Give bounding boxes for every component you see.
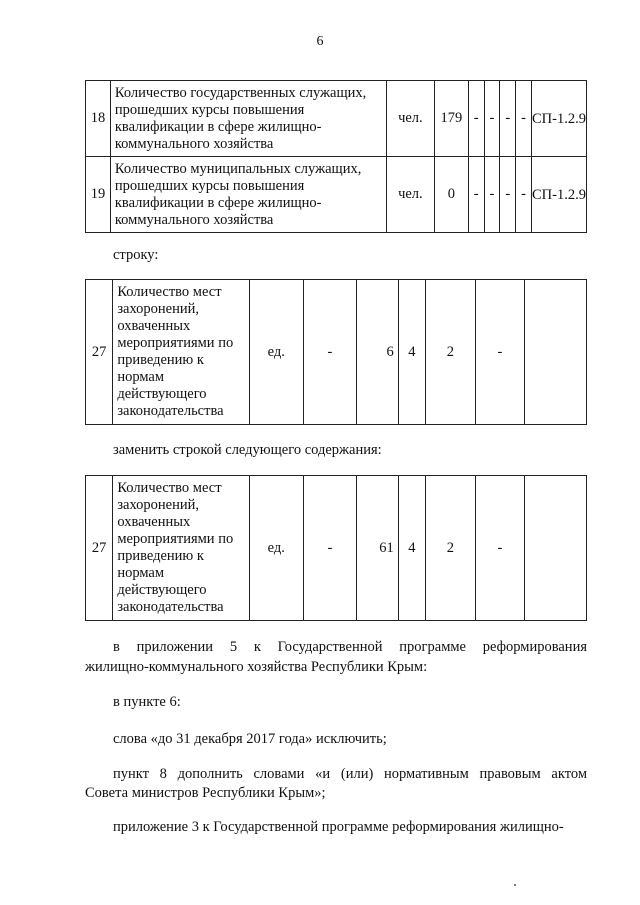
reference-cell: СП-1.2.9 [531, 81, 586, 157]
value-cell: 4 [398, 476, 425, 621]
dash-cell: - [484, 81, 500, 157]
reference-cell: СП-1.2.9 [531, 157, 586, 233]
dash-cell: - [500, 81, 516, 157]
value-cell: 2 [426, 280, 476, 425]
paragraph-line: Совета министров Республики Крым»; [85, 785, 326, 801]
new-row-table [85, 475, 587, 621]
table-row [86, 476, 587, 621]
dash-cell: - [468, 157, 484, 233]
unit-cell: чел. [386, 157, 434, 233]
table-row [86, 280, 587, 425]
paragraph-line: пункт 8 дополнить словами «и (или) нормативным правовым актом [113, 766, 587, 782]
dash-cell: - [516, 157, 532, 233]
value-cell: - [303, 476, 357, 621]
unit-cell: ед. [249, 476, 303, 621]
paragraph: в пункте 6: [113, 694, 181, 710]
unit-cell: ед. [249, 280, 303, 425]
page-number: 6 [316, 34, 324, 49]
scan-speck [514, 884, 516, 886]
value-cell: 6 [357, 280, 398, 425]
indicator-name: Количество мест захоронений, охваченных мероприятиями по приведению к нормам действующего законодательства [113, 280, 250, 425]
value-cell: 0 [435, 157, 469, 233]
dash-cell: - [516, 81, 532, 157]
value-cell: - [475, 476, 525, 621]
value-cell: 2 [426, 476, 476, 621]
value-cell [525, 280, 587, 425]
dash-cell: - [500, 157, 516, 233]
indicator-name: Количество мест захоронений, охваченных мероприятиями по приведению к нормам действующего законодательства [113, 476, 250, 621]
row-number: 18 [86, 81, 111, 157]
label-replace: заменить строкой следующего содержания: [113, 442, 382, 458]
table-row [86, 157, 587, 233]
paragraph: приложение 3 к Государственной программе реформирования жилищно- [113, 819, 564, 835]
old-row-table [85, 279, 587, 425]
label-row: строку: [113, 247, 159, 263]
value-cell [525, 476, 587, 621]
indicator-name: Количество муниципальных служащих, прошедших курсы повышения квалификации в сфере жилищно-коммунального хозяйства [110, 157, 386, 233]
dash-cell: - [468, 81, 484, 157]
indicator-name: Количество государственных служащих, прошедших курсы повышения квалификации в сфере жилищно-коммунального хозяйства [110, 81, 386, 157]
dash-cell: - [484, 157, 500, 233]
row-number: 27 [86, 476, 113, 621]
value-cell: - [475, 280, 525, 425]
value-cell: - [303, 280, 357, 425]
value-cell: 179 [435, 81, 469, 157]
table-row [86, 81, 587, 157]
paragraph: слова «до 31 декабря 2017 года» исключить; [113, 731, 387, 747]
unit-cell: чел. [386, 81, 434, 157]
paragraph-line: жилищно-коммунального хозяйства Республики Крым: [85, 659, 428, 675]
row-number: 27 [86, 280, 113, 425]
paragraph-line: в приложении 5 к Государственной программе реформирования [113, 639, 587, 655]
indicators-table [85, 80, 587, 233]
row-number: 19 [86, 157, 111, 233]
value-cell: 61 [357, 476, 398, 621]
value-cell: 4 [398, 280, 425, 425]
